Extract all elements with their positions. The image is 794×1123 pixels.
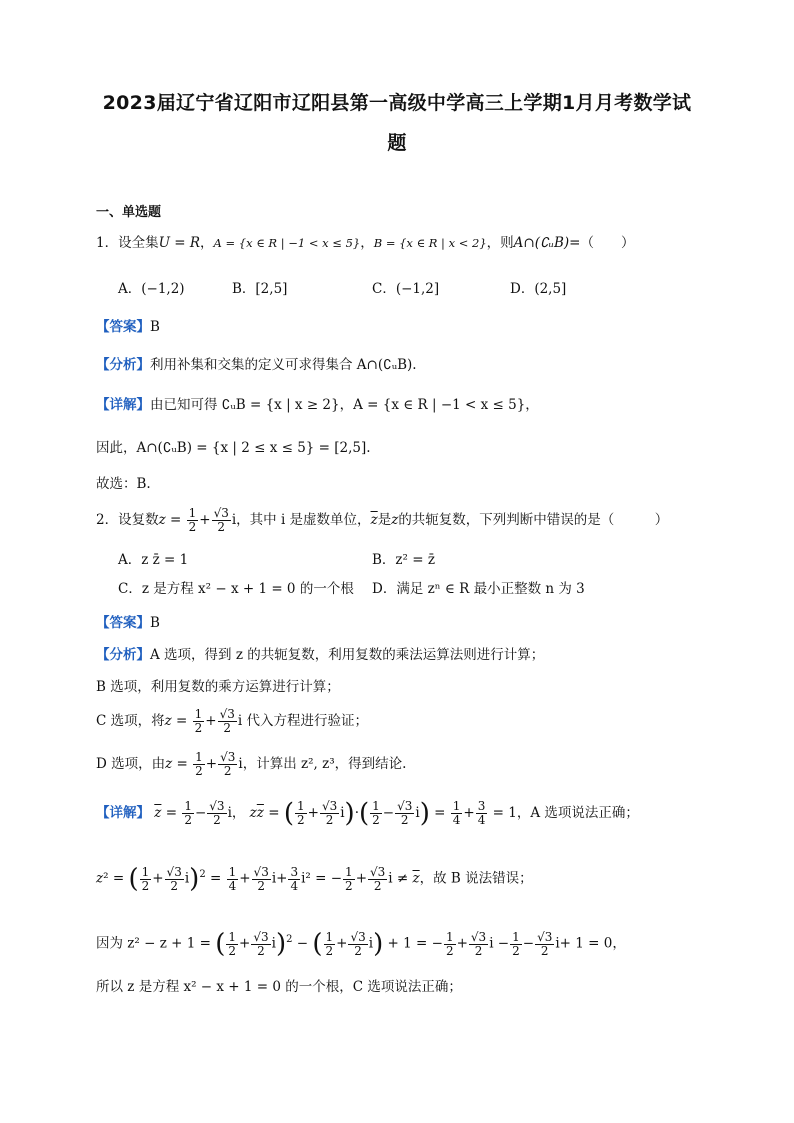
- q1-analysis: 【分析】利用补集和交集的定义可求得集合 A∩(∁ᵤB).: [96, 357, 417, 373]
- q1-detail-line-3: 故选：B.: [96, 476, 151, 492]
- q2-detail-line-4: 所以 z 是方程 x² − x + 1 = 0 的一个根，C 选项说法正确；: [96, 979, 462, 995]
- fraction: $\frac{√3}{2}$: [219, 707, 235, 735]
- q1-option-c: C．(−1,2]: [372, 281, 440, 297]
- title-line-1: 2023届辽宁省辽阳市辽阳县第一高级中学高三上学期1月月考数学试: [102, 92, 692, 114]
- fraction: $\frac{1}{2}$: [195, 750, 203, 778]
- q2-analysis-line-2: B 选项，利用复数的乘方运算进行计算；: [96, 679, 340, 695]
- q2-option-d: D．满足 zⁿ ∈ R 最小正整数 n 为 3: [372, 581, 585, 597]
- q2-detail-line-2: z² = ( $\frac{1}{2}$ + $\frac{√3}{2}$ i)$^2$ = $\frac{1}{4}$ + $\frac{√3}{2}$ i+ $\frac{3}{4}$ i² = − $\frac{1}{2}$ + $\frac{√3}{2}$ $i \ne \overline{z}$，故 B 说法错误；: [96, 864, 533, 894]
- q1-option-d: D．(2,5]: [510, 281, 567, 297]
- q2-analysis-line-3: C 选项，将z = $\frac{1}{2}$ + $\frac{√3}{2}$ i 代入方程进行验证；: [96, 707, 368, 735]
- q2-stem: 2．设复数z = $\frac{1}{2}$ + $\frac{√3}{2}$ i，其中 i 是虚数单位，$\overline{z}$是z的共轭复数，下列判断中错误的是（ ）: [96, 506, 669, 534]
- q2-detail-line-3: 因为 z² − z + 1 = ( $\frac{1}{2}$ + $\frac{√3}{2}$ i)$^2$ − ( $\frac{1}{2}$ + $\frac{√3}{2}$ i) + 1 = − $\frac{1}{2}$ + $\frac{√3}{2}$ i − $\frac{1}{2}$ − $\frac{√3}{2}$ i+ 1 = 0，: [96, 929, 626, 959]
- q2-answer: 【答案】B: [96, 615, 160, 631]
- fraction: $\frac{1}{2}$: [188, 506, 197, 534]
- q2-detail-line-1: 【详解】 $\overline{z}$ = $\frac{1}{2}$ − $\frac{√3}{2}$ i， $z\overline{z}$ = ( $\frac{1}{2}$ + $\frac{√3}{2}$ i)·( $\frac{1}{2}$ − $\frac{√3}{2}$ i) = $\frac{1}{4}$ + $\frac{3}{4}$ = 1，A 选项说法正确；: [96, 798, 639, 829]
- q2-analysis-line-4: D 选项，由z = $\frac{1}{2}$ + $\frac{√3}{2}$ i，计算出 z², z³，得到结论.: [96, 750, 407, 778]
- q1-stem: 1．设全集U = R，A = {x ∈ R | −1 < x ≤ 5}，B = {x ∈ R | x < 2}，则A∩(∁ᵤB)=（ ）: [96, 235, 635, 251]
- q2-option-b: B．z² = z̄: [372, 552, 435, 568]
- fraction: $\frac{√3}{2}$: [220, 750, 236, 778]
- q1-answer: 【答案】B: [96, 319, 160, 335]
- q1-option-a: A．(−1,2): [118, 281, 185, 297]
- q1-option-b: B．[2,5]: [232, 281, 288, 297]
- title-line-2: 题: [387, 132, 407, 154]
- fraction: $\frac{1}{2}$: [194, 707, 203, 735]
- q2-analysis-line-1: 【分析】A 选项，得到 z 的共轭复数，利用复数的乘法运算法则进行计算；: [96, 647, 545, 663]
- section-heading: 一、单选题: [96, 205, 162, 220]
- fraction: $\frac{√3}{2}$: [213, 506, 229, 534]
- q1-detail-line-1: 【详解】由已知可得 ∁ᵤB = {x | x ≥ 2}，A = {x ∈ R | −1 < x ≤ 5}，: [96, 397, 539, 413]
- q2-option-c: C．z 是方程 x² − x + 1 = 0 的一个根: [118, 581, 354, 597]
- q1-detail-line-2: 因此，A∩(∁ᵤB) = {x | 2 ≤ x ≤ 5} = [2,5].: [96, 440, 371, 456]
- page-title: [80, 83, 714, 163]
- q2-option-a: A．z z̄ = 1: [118, 552, 189, 568]
